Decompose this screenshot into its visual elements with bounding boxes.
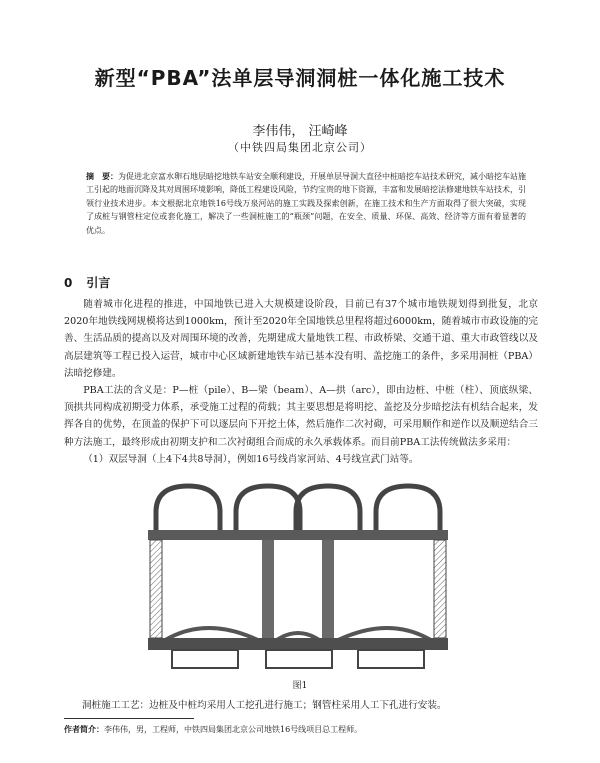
upper-arch (236, 486, 300, 534)
figure-caption: 图1 (292, 681, 308, 691)
center-column (322, 540, 334, 638)
paper-affiliation: （中铁四局集团北京公司） (228, 141, 372, 154)
abstract-text: 为促进北京富水卵石地层暗挖地铁车站安全顺利建设，开展单层导洞大直径中桩暗挖车站技术研究，减小暗挖车站施工引起的地面沉降及其对周围环境影响，降低工程建设风险，节约宝贵的地下资源，丰富和发展暗挖法修建地铁车站技术，引领行业技术进步。本文根据北京地铁16号线万泉河站的施工实践及探索创新，在施工技术和生产方面取得了很大突破，实现了成桩与钢管柱定位或套化施工，解决了一些洞桩施工的“瓶颈”问题，在安全、质量、环保、高效、经济等方面有着显著的优点。 (86, 172, 526, 235)
bottom-tunnel (358, 650, 424, 668)
list-item: （1）双层导洞（上4下4共8导洞），例如16号线肖家河站、4号线宣武门站等。 (83, 453, 419, 465)
footnote (64, 724, 544, 735)
center-column (262, 540, 274, 638)
upper-arch (296, 486, 360, 534)
figure-tunnel-diagram (126, 474, 470, 674)
section-title: 引言 (86, 276, 111, 290)
abstract-label: 摘 要： (86, 172, 118, 181)
paper-authors: 李伟伟， 汪崎峰 (252, 124, 348, 139)
section-heading (64, 274, 110, 291)
footnote-text: 李伟伟，男，工程师，中铁四局集团北京公司地铁16号线项目总工程师。 (104, 725, 363, 734)
bottom-tunnel (172, 650, 238, 668)
bottom-beam (148, 638, 448, 650)
side-pile (150, 540, 162, 638)
abstract (86, 170, 526, 237)
bottom-tunnel (266, 650, 332, 668)
body-text (64, 296, 538, 468)
paper-title: 新型“PBA”法单层导洞洞桩一体化施工技术 (94, 66, 506, 90)
upper-arch (376, 486, 440, 534)
top-beam (148, 530, 448, 540)
footnote-divider (64, 718, 194, 719)
footnote-label: 作者简介： (64, 725, 104, 734)
upper-arch (156, 486, 220, 534)
paragraph: 洞桩施工工艺：边桩及中桩均采用人工挖孔进行施工；钢管柱采用人工下孔进行安装。 (82, 700, 447, 711)
section-number: 0 (64, 276, 73, 290)
paragraph: PBA工法的含义是：P—桩（pile）、B—梁（beam）、A—拱（arc），即由边桩、中桩（柱）、顶底纵梁、顶拱共同构成初期受力体系，承受施工过程的荷载；其主要思想是将明挖、盖挖及分步暗挖法有机结合起来，发挥各自的优势，在顶盖的保护下可以逐层向下开挖土体，然后施作二次衬砌，可采用顺作和逆作以及顺逆结合三种方法施工，最终形成由初期支护和二次衬砌组合而成的永久承载体系。而目前PBA工法传统做法多采用： (64, 385, 538, 448)
side-pile (434, 540, 446, 638)
paragraph: 随着城市化进程的推进，中国地铁已进入大规模建设阶段，目前已有37个城市地铁规划得到批复，北京2020年地铁线网规模将达到1000km，预计至2020年全国地铁总里程将超过6000km，随着城市市政设施的完善、生活品质的提高以及对周围环境的改善，先期建成大量地铁工程、市政桥梁、交通干道、重大市政管线以及高层建筑等工程已投入运营，城市中心区域新建地铁车站已基本没有明、盖挖施工的条件，多采用洞桩（PBA）法暗挖修建。 (64, 299, 538, 379)
